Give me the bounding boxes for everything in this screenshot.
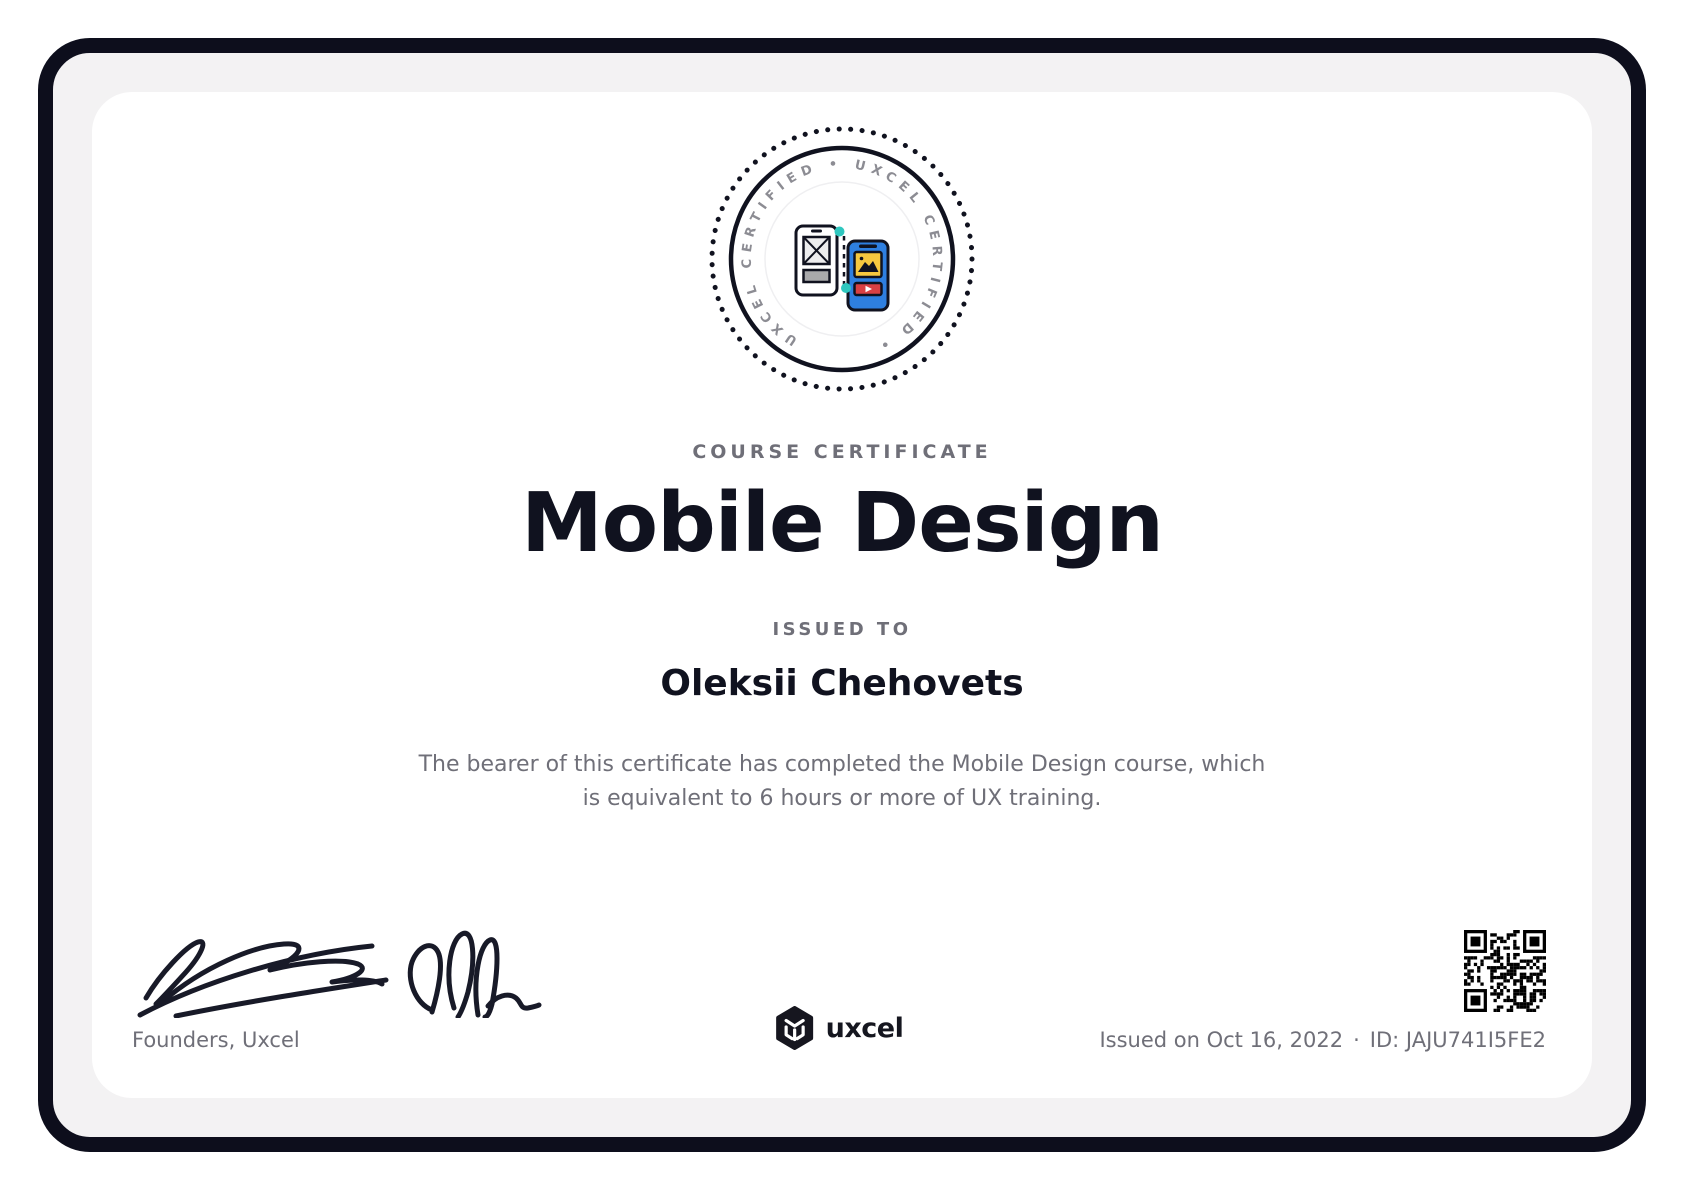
badge-ring-text: UXCEL CERTIFIED • UXCEL CERTIFIED • [739, 156, 945, 355]
signature-label: Founders, Uxcel [132, 1028, 300, 1052]
issue-block [1099, 930, 1546, 1052]
founders-signatures [132, 918, 542, 1018]
qr-code [1464, 930, 1546, 1012]
description-line-2: is equivalent to 6 hours or more of UX training. [582, 785, 1102, 811]
course-title: Mobile Design [521, 476, 1163, 571]
signature-block [132, 918, 542, 1052]
uxcel-certified-badge-icon [706, 123, 978, 395]
issue-line [1099, 1028, 1546, 1052]
uxcel-logo [775, 1006, 904, 1050]
connector-dot-top [835, 227, 845, 237]
certificate-id: ID: JAJU741I5FE2 [1369, 1028, 1546, 1052]
issue-separator: · [1353, 1028, 1360, 1052]
certificate-description [419, 748, 1266, 816]
connector-dot-bottom [841, 283, 851, 293]
certificate-footer [132, 918, 1546, 1052]
recipient-name: Oleksii Chehovets [660, 663, 1024, 704]
description-line-1: The bearer of this certificate has completed the Mobile Design course, which [418, 751, 1266, 777]
issued-on-text: Issued on Oct 16, 2022 [1099, 1028, 1344, 1052]
course-certificate-label: COURSE CERTIFICATE [692, 441, 992, 463]
certificate-card [92, 92, 1592, 1098]
issued-to-label: ISSUED TO [772, 619, 912, 640]
brand-name: uxcel [825, 1012, 904, 1044]
uxcel-logo-icon [775, 1006, 815, 1050]
certificate-content [92, 92, 1592, 1098]
